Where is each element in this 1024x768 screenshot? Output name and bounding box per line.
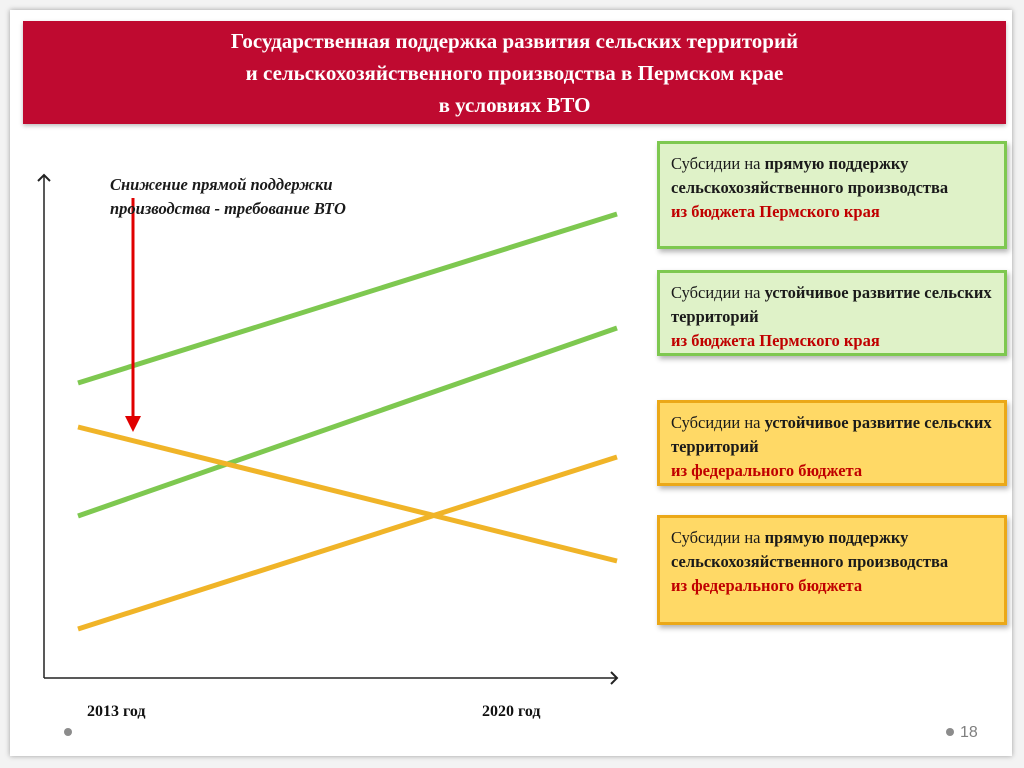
title-line-2: и сельскохозяйственного производства в Пермском крае bbox=[245, 60, 784, 85]
legend-subject: прямую поддержку сельскохозяйственного производства bbox=[671, 154, 949, 197]
legend-direct-support-federal bbox=[657, 515, 1007, 625]
legend-rural-development-perm bbox=[657, 270, 1007, 356]
page-number: 18 bbox=[960, 724, 978, 741]
legend-subject: устойчивое развитие сельских территорий bbox=[671, 283, 992, 326]
red-arrow-head bbox=[125, 416, 141, 432]
legend-subject: прямую поддержку сельскохозяйственного производства bbox=[671, 528, 949, 571]
legend-source: из бюджета Пермского края bbox=[671, 202, 880, 221]
annotation-line-2: производства - требование ВТО bbox=[110, 199, 346, 218]
end-year-label: 2020 год bbox=[482, 703, 541, 720]
legend-source: из бюджета Пермского края bbox=[671, 331, 880, 350]
legend-source: из федерального бюджета bbox=[671, 461, 863, 480]
title-line-3: в условиях ВТО bbox=[438, 92, 591, 117]
legend-subject: устойчивое развитие сельских территорий bbox=[671, 413, 992, 456]
title-line-1: Государственная поддержка развития сельских территорий bbox=[230, 28, 799, 53]
legend-direct-support-perm bbox=[657, 141, 1007, 249]
legend-prefix: Субсидии на bbox=[671, 154, 765, 173]
annotation-line-1: Снижение прямой поддержки bbox=[110, 175, 333, 194]
wto-annotation bbox=[110, 173, 410, 221]
legend-source: из федерального бюджета bbox=[671, 576, 863, 595]
legend-rural-development-federal bbox=[657, 400, 1007, 486]
start-year-label: 2013 год bbox=[87, 703, 146, 720]
legend-prefix: Субсидии на bbox=[671, 528, 765, 547]
legend-prefix: Субсидии на bbox=[671, 283, 765, 302]
dot-decoration-left bbox=[64, 728, 72, 736]
legend-prefix: Субсидии на bbox=[671, 413, 765, 432]
dot-decoration-right bbox=[946, 728, 954, 736]
